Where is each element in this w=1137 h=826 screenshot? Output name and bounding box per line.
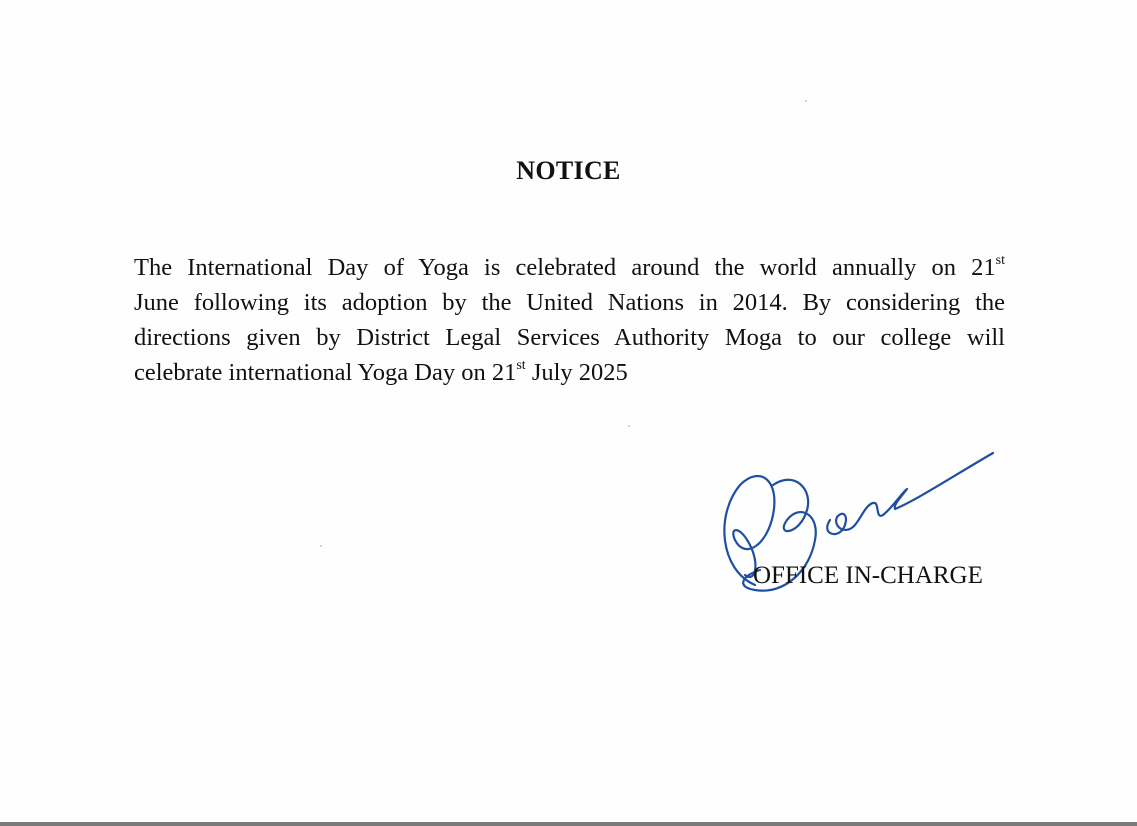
scan-bottom-edge	[0, 822, 1137, 826]
ordinal-suffix: st	[995, 253, 1005, 268]
notice-body-line-1	[134, 250, 1005, 285]
notice-title: NOTICE	[516, 156, 621, 185]
scan-speck	[805, 100, 807, 102]
notice-body-line-4-date: July 2025	[525, 359, 628, 386]
ordinal-suffix: st	[516, 358, 526, 373]
signature-stroke	[883, 453, 993, 515]
notice-body-line-3: directions given by District Legal Services Authority Moga to our college will	[134, 324, 1005, 351]
scan-speck	[628, 425, 630, 427]
office-in-charge-label: OFFICE IN-CHARGE	[753, 562, 983, 589]
notice-body-line-4	[134, 355, 1005, 390]
signature-stroke	[827, 503, 883, 534]
notice-body-line-1-text: The International Day of Yoga is celebrated around the world annually on 21	[134, 254, 996, 281]
notice-body-line-2: June following its adoption by the United Nations in 2014. By considering the	[134, 289, 1005, 316]
notice-body	[134, 250, 1005, 390]
scan-speck	[320, 545, 322, 547]
notice-body-line-4-text: celebrate international Yoga Day on 21	[134, 359, 517, 386]
